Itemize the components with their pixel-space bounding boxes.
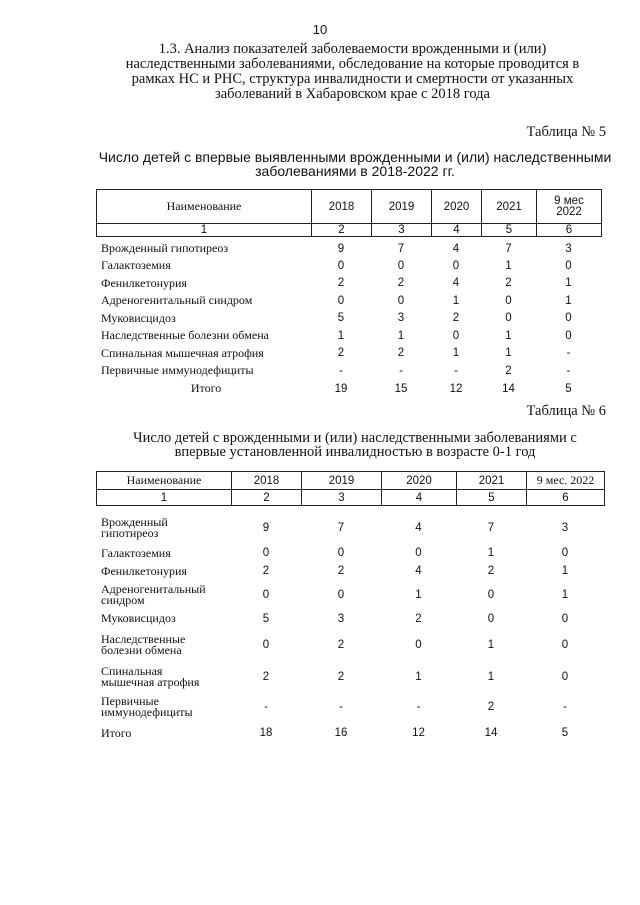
table6-total-value: 5 [561, 727, 569, 739]
table5-row [96, 275, 601, 293]
section-heading-line: наследственными заболеваниями, обследование на которые проводится в [125, 56, 580, 72]
table5-row-value: 0 [397, 259, 405, 272]
table6-row-value: 2 [337, 639, 345, 651]
table5-row-value: 1 [337, 329, 345, 342]
table6-col-name: Наименование [97, 472, 232, 490]
table6-row-value: 3 [337, 612, 345, 625]
table5-row-value: 3 [565, 242, 572, 255]
table5-row-value: - [454, 364, 458, 377]
table5-title [95, 150, 615, 178]
table6-row-value: 4 [415, 522, 422, 534]
table5-row-name: Фенилкетонурия [101, 275, 187, 290]
table6-row-value: 5 [262, 612, 270, 625]
table5-row [96, 327, 601, 345]
table6-row-value: 0 [561, 671, 569, 683]
table5-total-value: 12 [449, 382, 463, 395]
table5-row-name: Врожденный гипотиреоз [101, 241, 229, 255]
table5-num: 1 [97, 224, 312, 237]
table5-row-value: 0 [565, 329, 572, 342]
table6-total-value: 16 [334, 727, 348, 739]
table6-row-value: 2 [262, 671, 270, 683]
table6-row [96, 628, 604, 662]
table6-num: 4 [382, 490, 457, 506]
table6-row-value: 2 [337, 671, 345, 683]
table5-row-name: Первичные иммунодефициты [101, 363, 254, 378]
table5-total-value: 19 [334, 382, 348, 395]
table6-row [96, 562, 604, 580]
table5-row-value: 2 [337, 277, 345, 290]
table6-row-value: 1 [561, 565, 569, 577]
table5-row-value: 1 [565, 277, 572, 290]
table5-row-value: 1 [505, 259, 512, 272]
table5-row-value: 4 [452, 277, 460, 290]
table5-row-value: 1 [452, 294, 460, 307]
table5-number-row [97, 224, 602, 237]
table5-row-name: Наследственные болезни обмена [101, 328, 269, 343]
table6-row-value: 4 [415, 565, 422, 577]
table6-row-value: - [416, 701, 421, 713]
table6-total-value: 12 [412, 727, 425, 739]
table6-row [96, 512, 604, 544]
table5-row-value: 2 [337, 347, 345, 360]
table5-row [96, 345, 601, 363]
table5-row [96, 292, 601, 310]
table5-num: 2 [312, 224, 372, 237]
table5-row-value: 2 [505, 277, 512, 290]
table5-body [96, 240, 601, 398]
table6-row-value: 0 [262, 547, 270, 559]
table6-row-name: Первичные иммунодефициты [101, 694, 193, 719]
table5-col-2020: 2020 [432, 190, 482, 224]
table6-row [96, 692, 604, 722]
table5-row-value: 3 [397, 312, 405, 325]
table6-title-line: Число детей с врожденными и (или) наследственными заболеваниями с [133, 430, 577, 446]
table6-row-value: 0 [561, 547, 569, 559]
table5-row-value: 4 [452, 242, 460, 255]
table5-row [96, 257, 601, 275]
table6-row-value: 0 [415, 547, 422, 559]
table5-row-value: 2 [397, 277, 405, 290]
table5-row-value: 0 [337, 259, 345, 272]
table6-col-2018: 2018 [232, 472, 302, 490]
table6-row-name: Врожденный гипотиреоз [101, 515, 168, 540]
table6-row-value: 0 [561, 639, 569, 651]
table5-row-value: 1 [397, 329, 405, 342]
table5-row-value: 0 [337, 294, 345, 307]
table6-num: 3 [302, 490, 382, 506]
table6-total-row [96, 722, 604, 744]
table5-label: Таблица № 5 [526, 124, 606, 140]
table6-row-name: Муковисцидоз [101, 611, 176, 625]
table6-row-value: - [563, 701, 567, 713]
table5-row-name: Муковисцидоз [101, 310, 176, 325]
table6-row-name: Галактоземия [101, 545, 171, 560]
table6-row-value: 1 [487, 671, 495, 683]
table6-row-value: 0 [561, 612, 569, 625]
table6-row-name: Адреногенитальный синдром [101, 581, 206, 607]
table5-row-value: 0 [505, 294, 512, 307]
table6-row-value: 0 [487, 588, 495, 601]
table6-col-2021: 2021 [457, 472, 527, 490]
table6-row-value: 3 [561, 522, 569, 534]
table6-row-value: - [264, 701, 268, 713]
table5-col-2018: 2018 [312, 190, 372, 224]
table6-row [96, 609, 604, 628]
table6-row-value: 1 [561, 588, 569, 601]
table6-title-line: впервые установленной инвалидностью в возрасте 0-1 год [174, 444, 536, 460]
table5-row-name: Спинальная мышечная атрофия [101, 345, 264, 360]
table6-row-value: 7 [337, 522, 345, 534]
table5-num: 4 [432, 224, 482, 237]
section-heading-line: 1.3. Анализ показателей заболеваемости врожденными и (или) [158, 41, 547, 57]
table5-total-label: Итого [190, 381, 222, 395]
table6-row-value: 0 [337, 588, 345, 601]
table6-row-value: 1 [487, 547, 495, 559]
table6-row-name: Спинальная мышечная атрофия [101, 664, 200, 689]
table6-num: 1 [97, 490, 232, 506]
table5-row [96, 362, 601, 380]
table6-header-row [97, 472, 605, 490]
table5-row-value: 0 [452, 329, 460, 342]
table5-row-name: Галактоземия [101, 258, 171, 273]
table6-col-2019: 2019 [302, 472, 382, 490]
table6-row-value: 0 [487, 612, 495, 625]
table5-col-2019: 2019 [372, 190, 432, 224]
table5-total-row [96, 380, 601, 398]
table6-row-value: 2 [337, 565, 345, 577]
table6-row-value: 0 [337, 547, 345, 559]
table5-header-row [97, 190, 602, 224]
table5-row-value: 9 [337, 242, 345, 255]
table6-row-value: - [339, 701, 343, 713]
table6-num: 6 [527, 490, 605, 506]
table5-col-2022 [537, 190, 602, 224]
table5-row-value: 7 [397, 242, 405, 255]
table5-row-value: 1 [505, 347, 512, 360]
table6-row-value: 2 [415, 612, 422, 625]
table5-header [96, 189, 602, 237]
table6-row [96, 662, 604, 692]
table5-row-value: 5 [337, 312, 345, 325]
table5-total-value: 14 [502, 382, 515, 395]
table6-row [96, 544, 604, 562]
table5-row [96, 310, 601, 328]
table5-num: 3 [372, 224, 432, 237]
table6-total-value: 14 [484, 727, 498, 739]
table5-row-value: 0 [565, 259, 572, 272]
table6-num: 5 [457, 490, 527, 506]
table6-col-2022: 9 мес. 2022 [527, 472, 605, 490]
table5-row-value: - [566, 347, 571, 360]
table5-row-value: 0 [565, 312, 572, 325]
table5-col-2022-label: 9 мес 2022 [554, 194, 584, 218]
section-heading [100, 42, 605, 102]
table6-title [95, 431, 615, 459]
table5-row-value: 0 [452, 259, 460, 272]
table5-row-value: 2 [505, 364, 512, 377]
table6-total-value: 18 [259, 727, 273, 739]
table6-row-value: 2 [487, 565, 495, 577]
table5-row-value: - [566, 364, 571, 377]
table6-row-value: 7 [487, 522, 495, 534]
table5-row-value: 2 [397, 347, 405, 360]
table5-row-value: 1 [505, 329, 512, 342]
table5-row [96, 240, 601, 257]
table5-row-value: - [339, 364, 343, 377]
table5-row-name: Адреногенитальный синдром [101, 293, 253, 308]
section-heading-line: заболеваний в Хабаровском крае с 2018 года [215, 86, 490, 102]
table5-row-value: 0 [505, 312, 512, 325]
table6-row-name: Фенилкетонурия [101, 563, 187, 578]
table6-row-value: 9 [262, 522, 270, 534]
table5-col-name: Наименование [97, 190, 312, 224]
table5-row-value: 7 [505, 242, 512, 255]
table6-row-value: 1 [487, 639, 495, 651]
table5-row-value: 1 [452, 347, 460, 360]
table5-num: 5 [482, 224, 537, 237]
table6-row-name: Наследственные болезни обмена [101, 632, 186, 657]
table6-row-value: 2 [487, 701, 495, 713]
table6-row-value: 1 [415, 588, 422, 601]
table5-title-line: Число детей с впервые выявленными врожденными и (или) наследственными [98, 149, 612, 165]
table6-row-value: 0 [415, 639, 422, 651]
table6-row [96, 580, 604, 609]
table6-row-value: 1 [415, 671, 422, 683]
table6-row-value: 2 [262, 565, 270, 577]
table5-col-2021: 2021 [482, 190, 537, 224]
table5-total-value: 15 [394, 382, 408, 395]
table5-row-value: 0 [397, 294, 405, 307]
table6-num: 2 [232, 490, 302, 506]
table5-total-value: 5 [565, 382, 572, 395]
section-heading-line: рамках НС и РНС, структура инвалидности и смертности от указанных [131, 71, 574, 87]
table6-header [96, 471, 605, 506]
table5-row-value: - [399, 364, 403, 377]
table6-row-value: 0 [262, 588, 270, 601]
table5-row-value: 1 [565, 294, 572, 307]
table6-total-label: Итого [101, 725, 132, 740]
table5-num: 6 [537, 224, 602, 237]
table6-number-row [97, 490, 605, 506]
page-number: 10 [312, 22, 328, 37]
table6-row-value: 0 [262, 639, 270, 651]
table6-label: Таблица № 6 [526, 403, 606, 419]
table5-title-line: заболеваниями в 2018-2022 гг. [255, 163, 455, 179]
table6-col-2020: 2020 [382, 472, 457, 490]
table5-row-value: 2 [452, 312, 460, 325]
table6-body [96, 512, 604, 744]
